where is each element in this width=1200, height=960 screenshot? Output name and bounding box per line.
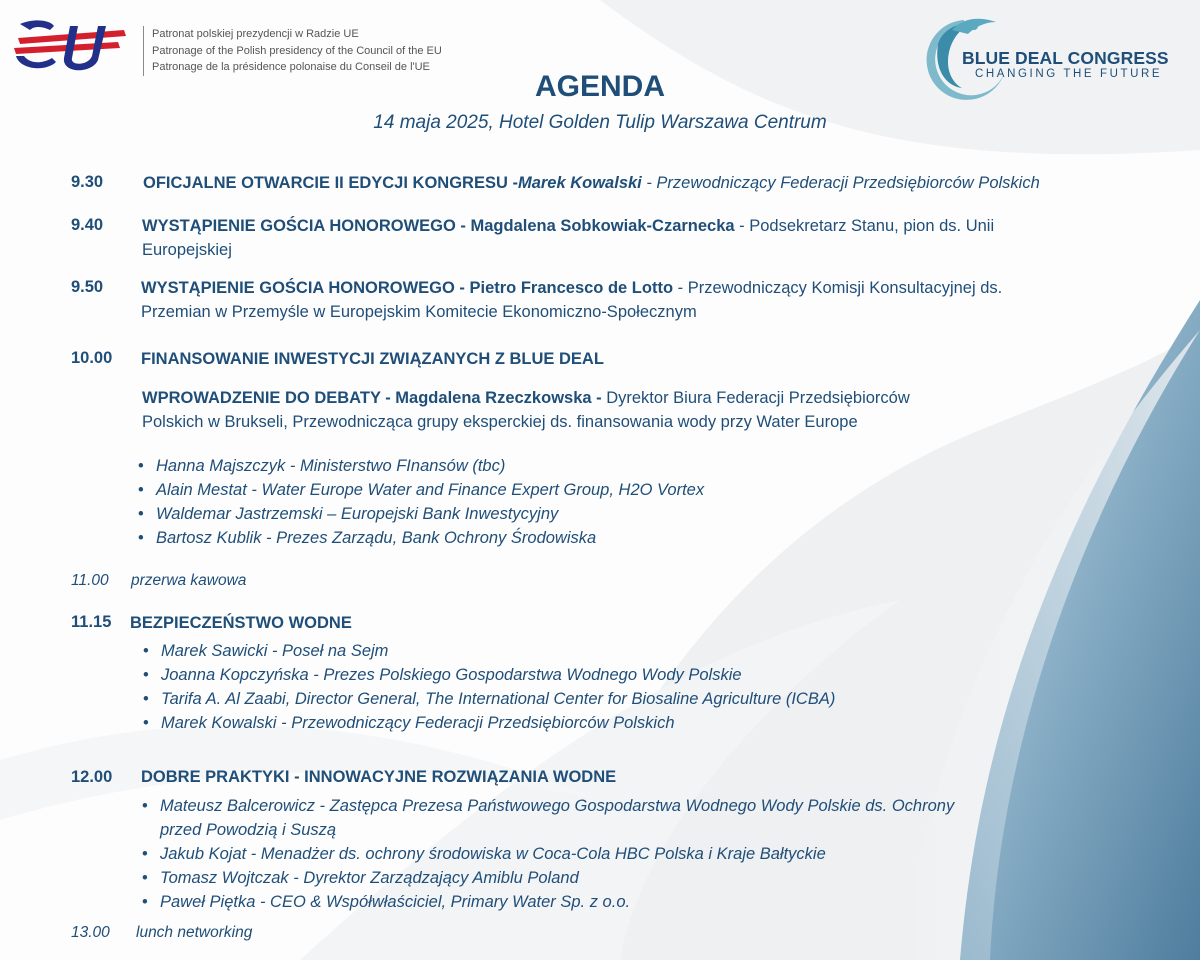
item-heading: WYSTĄPIENIE GOŚCIA HONOROWEGO - Pietro Francesco de Lotto [141,279,674,297]
panelist-item: • Marek Sawicki - Poseł na Sejm [161,639,388,663]
patronage-fr: Patronage de la présidence polonaise du Conseil de l'UE [152,61,430,73]
brand-title: BLUE DEAL CONGRESS [962,48,1169,68]
item-time: 9.50 [71,278,104,296]
panelist-item: • Hanna Majszczyk - Ministerstwo FInansów (tbc) [156,454,505,478]
item-time: 13.00 [71,924,110,941]
intro-desc: Dyrektor Biura Federacji Przedsiębiorców [601,389,910,407]
item-time: 9.30 [71,173,104,191]
panelist-item-cont: przed Powodzią i Suszą [160,821,337,839]
agenda-item-guest-1 [142,214,994,238]
panelist-item: • Tomasz Wojtczak - Dyrektor Zarządzający Amiblu Poland [160,866,579,890]
item-heading: WYSTĄPIENIE GOŚCIA HONOROWEGO - Magdalena Sobkowiak-Czarnecka [142,217,735,235]
intro-heading: WPROWADZENIE DO DEBATY - Magdalena Rzeczkowska - [142,389,602,407]
item-heading: BEZPIECZEŃSTWO WODNE [130,614,352,632]
panelist-item: • Alain Mestat - Water Europe Water and Finance Expert Group, H2O Vortex [156,478,704,502]
intro-desc-cont: Polskich w Brukseli, Przewodnicząca grupy eksperckiej ds. finansowania wody przy Water Europe [142,413,858,431]
item-time: 11.00 [71,572,109,589]
patronage-en: Patronage of the Polish presidency of the Council of the EU [152,44,442,57]
item-desc-cont: Przemian w Przemyśle w Europejskim Komitecie Ekonomiczno-Społecznym [141,303,697,321]
item-heading: DOBRE PRAKTYKI - INNOWACYJNE ROZWIĄZANIA WODNE [141,768,617,786]
eu-presidency-logo [12,16,130,74]
patronage-block [143,26,442,76]
eu-logo-text: EU [12,16,14,17]
item-time: 10.00 [71,349,113,367]
page-subtitle: 14 maja 2025, Hotel Golden Tulip Warszawa Centrum [373,112,827,133]
coffee-break-label: przerwa kawowa [131,572,247,589]
brand-tagline: CHANGING THE FUTURE [975,68,1163,80]
panelist-item: • Mateusz Balcerowicz - Zastępca Prezesa Państwowego Gospodarstwa Wodnego Wody Polskie ds. Ochrony [160,794,954,818]
item-desc: - Przewodniczący Komisji Konsultacyjnej ds. [673,279,1003,297]
item-desc-cont: Europejskiej [142,241,232,259]
panelist-item: • Jakub Kojat - Menadżer ds. ochrony środowiska w Coca-Cola HBC Polska i Kraje Bałtyckie [160,842,826,866]
item-heading: OFICJALNE OTWARCIE II EDYCJI KONGRESU - [143,174,518,192]
item-desc: - Podsekretarz Stanu, pion ds. Unii [734,217,995,235]
item-time: 12.00 [71,768,113,786]
item-desc: - Przewodniczący Federacji Przedsiębiorców Polskich [641,174,1040,192]
panelist-item: • Tarifa A. Al Zaabi, Director General, The International Center for Biosaline Agriculture (ICBA) [161,687,835,711]
panelist-item: • Joanna Kopczyńska - Prezes Polskiego Gospodarstwa Wodnego Wody Polskie [161,663,742,687]
panelist-item: • Marek Kowalski - Przewodniczący Federacji Przedsiębiorców Polskich [161,711,675,735]
patronage-pl: Patronat polskiej prezydencji w Radzie UE [152,28,359,40]
agenda-item-opening [143,171,1040,195]
page-title: AGENDA [534,70,665,103]
panelist-item: • Waldemar Jastrzemski – Europejski Bank Inwestycyjny [156,502,558,526]
item-speaker: Marek Kowalski [517,174,642,192]
agenda-item-guest-2 [141,276,1002,300]
debate-intro [142,386,910,410]
panelist-item: • Paweł Piętka - CEO & Współwłaściciel, Primary Water Sp. z o.o. [160,890,630,914]
item-heading: FINANSOWANIE INWESTYCJI ZWIĄZANYCH Z BLUE DEAL [141,350,604,368]
panelist-item: • Bartosz Kublik - Prezes Zarządu, Bank Ochrony Środowiska [156,526,596,550]
item-time: 11.15 [71,613,112,631]
lunch-label: lunch networking [136,924,253,941]
item-time: 9.40 [71,216,104,234]
